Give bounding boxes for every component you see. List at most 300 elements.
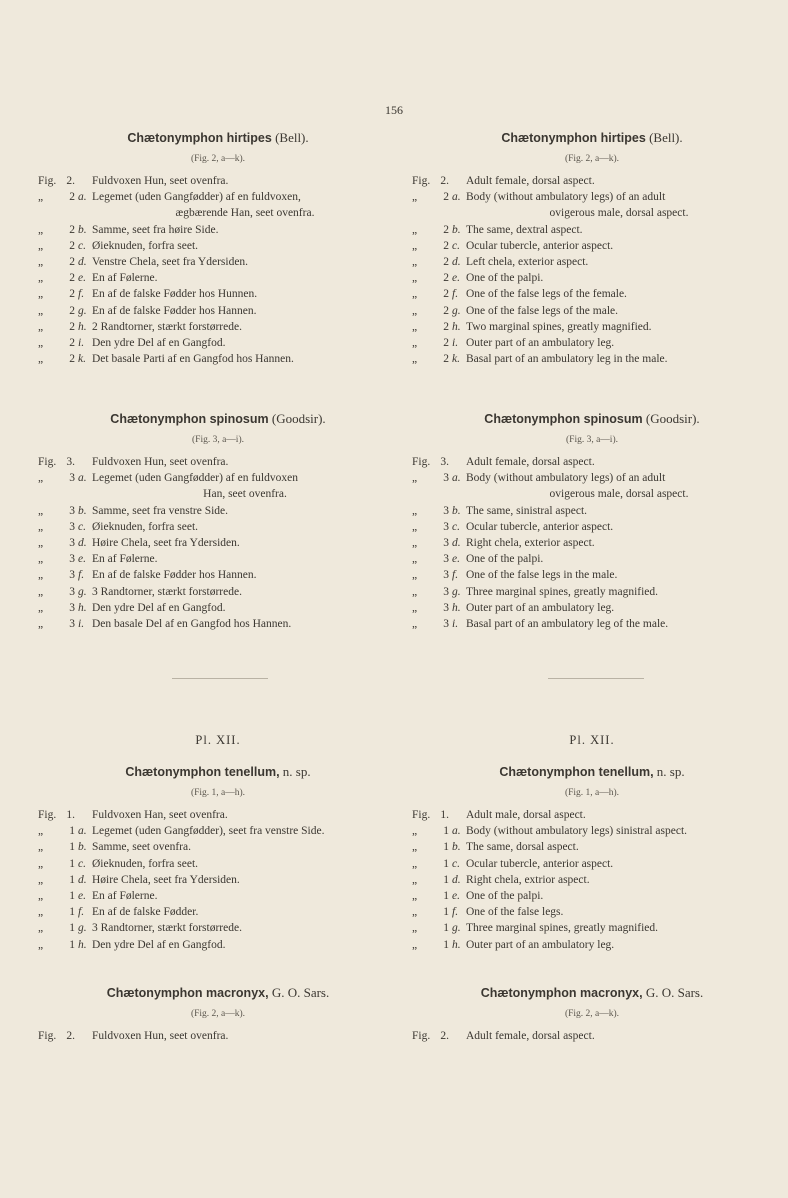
figure-number: 2.	[66, 175, 75, 187]
figure-number: 2.	[440, 175, 449, 187]
section-title	[38, 764, 398, 780]
figure-list	[412, 807, 772, 953]
figure-label: „	[38, 337, 44, 350]
figure-caption: The same, dextral aspect.	[466, 223, 583, 236]
figure-caption: Outer part of an ambulatory leg.	[466, 938, 615, 951]
figure-caption: En af Følerne.	[92, 272, 158, 285]
figure-number: 3.	[440, 456, 449, 468]
figure-label: „	[38, 922, 44, 935]
figure-caption: The same, sinistral aspect.	[466, 504, 588, 517]
figure-letter	[75, 807, 92, 823]
figure-entry	[38, 205, 398, 221]
figure-entry	[38, 486, 398, 502]
figure-label: „	[38, 618, 44, 631]
figure-caption: 3 Randtorner, stærkt forstørrede.	[92, 922, 242, 935]
title-genus: Chætonymphon	[106, 986, 203, 1000]
figure-caption: En af de falske Fødder hos Hannen.	[92, 569, 257, 582]
figure-entry	[412, 823, 772, 839]
figure-caption: Den ydre Del af en Gangfod.	[92, 337, 226, 350]
figure-caption: Outer part of an ambulatory leg.	[466, 601, 615, 614]
figure-letter: c.	[452, 857, 460, 870]
figure-label: Fig.	[38, 809, 57, 821]
figure-letter: d.	[452, 256, 461, 269]
title-genus: Chætonymphon	[110, 412, 207, 426]
figure-entry	[38, 454, 398, 470]
figure-caption: ovigerous male, dorsal aspect.	[549, 207, 689, 220]
figure-letter: f.	[452, 288, 459, 301]
figure-number: 3	[443, 553, 449, 566]
figure-list	[38, 454, 398, 632]
figure-letter: f.	[452, 569, 459, 582]
figure-number: 2	[69, 239, 75, 252]
figure-entry	[412, 551, 772, 567]
figure-letter: e.	[78, 272, 86, 285]
figure-entry	[412, 1028, 772, 1044]
figure-label: „	[412, 873, 418, 886]
figure-entry	[38, 335, 398, 351]
figure-range: (Fig. 2, a—k).	[564, 154, 620, 164]
figure-entry	[412, 286, 772, 302]
figure-label: „	[38, 520, 44, 533]
figure-label: „	[412, 191, 418, 204]
section-title	[412, 411, 772, 427]
figure-letter: e.	[452, 272, 460, 285]
figure-number: 3	[69, 537, 75, 550]
figure-entry	[38, 286, 398, 302]
figure-caption: Det basale Parti af en Gangfod hos Hannen.	[92, 353, 294, 366]
figure-letter: d.	[452, 873, 461, 886]
figure-letter: f.	[78, 906, 85, 919]
figure-number: 1	[443, 841, 449, 854]
figure-caption: Legemet (uden Gangfødder), seet fra venstre Side.	[92, 825, 325, 838]
figure-entry	[412, 503, 772, 519]
figure-list	[412, 1028, 772, 1044]
figure-number: 2	[69, 256, 75, 269]
figure-range: (Fig. 1, a—h).	[564, 788, 620, 798]
title-author: (Bell).	[271, 130, 309, 145]
figure-entry	[38, 470, 398, 486]
figure-number: 3	[443, 472, 449, 485]
figure-label: „	[412, 825, 418, 838]
figure-number: 2	[443, 272, 449, 285]
figure-number: 3	[69, 569, 75, 582]
figure-caption: Samme, seet fra venstre Side.	[92, 504, 229, 517]
figure-entry	[412, 351, 772, 367]
section-title	[38, 130, 398, 146]
figure-label: Fig.	[412, 175, 431, 187]
section-tenellum-en	[412, 733, 772, 953]
figure-caption: One of the false legs.	[466, 906, 564, 919]
figure-entry	[38, 807, 398, 823]
figure-number: 2	[443, 337, 449, 350]
figure-number: 3.	[66, 456, 75, 468]
title-species: spinosum	[206, 412, 269, 426]
figure-letter: k.	[452, 353, 460, 366]
title-species: tenellum,	[221, 765, 280, 779]
figure-number: 3	[69, 618, 75, 631]
figure-label: „	[38, 553, 44, 566]
figure-caption: En af Følerne.	[92, 890, 158, 903]
figure-label	[412, 486, 437, 502]
figure-caption: Fuldvoxen Hun, seet ovenfra.	[92, 1030, 229, 1042]
figure-label: Fig.	[38, 175, 57, 187]
figure-caption: Right chela, extrior aspect.	[466, 873, 590, 886]
figure-number: 3	[443, 585, 449, 598]
figure-label: „	[412, 337, 418, 350]
section-title	[412, 130, 772, 146]
figure-letter: h.	[78, 320, 87, 333]
figure-list	[38, 1028, 398, 1044]
figure-entry	[412, 519, 772, 535]
figure-label: „	[38, 537, 44, 550]
figure-label: „	[412, 472, 418, 485]
figure-letter: i.	[78, 618, 85, 631]
figure-entry	[412, 584, 772, 600]
figure-label: „	[38, 873, 44, 886]
figure-caption: Legemet (uden Gangfødder) af en fuldvoxen	[92, 472, 298, 485]
figure-letter: a.	[452, 191, 461, 204]
figure-number: 2	[69, 191, 75, 204]
figure-caption: En af de falske Fødder.	[92, 906, 199, 919]
figure-label: „	[412, 288, 418, 301]
title-species: macronyx,	[202, 986, 269, 1000]
figure-label: „	[38, 890, 44, 903]
figure-letter: i.	[452, 337, 459, 350]
figure-number: 1	[443, 825, 449, 838]
figure-number: 2	[69, 304, 75, 317]
figure-entry	[38, 920, 398, 936]
page-number: 156	[385, 103, 403, 117]
figure-number: 1	[443, 890, 449, 903]
figure-entry	[38, 351, 398, 367]
figure-label: Fig.	[38, 1030, 57, 1042]
figure-letter: a.	[78, 825, 87, 838]
figure-caption: Fuldvoxen Han, seet ovenfra.	[92, 809, 228, 821]
figure-caption: Body (without ambulatory legs) of an adult	[466, 472, 666, 485]
figure-number: 1	[443, 922, 449, 935]
figure-number: 2.	[66, 1030, 75, 1042]
title-author: (Goodsir).	[642, 411, 700, 426]
figure-caption: ægbærende Han, seet ovenfra.	[175, 207, 315, 220]
figure-caption: En af de falske Fødder hos Hannen.	[92, 304, 257, 317]
figure-label: „	[412, 585, 418, 598]
figure-range: (Fig. 1, a—h).	[190, 788, 246, 798]
title-author: (Goodsir).	[268, 411, 326, 426]
figure-range: (Fig. 2, a—k).	[564, 1009, 620, 1019]
figure-number: 3	[69, 504, 75, 517]
figure-entry	[412, 454, 772, 470]
figure-label: Fig.	[412, 809, 431, 821]
figure-number	[437, 205, 449, 221]
figure-caption: Basal part of an ambulatory leg in the male.	[466, 353, 668, 366]
figure-caption: 3 Randtorner, stærkt forstørrede.	[92, 585, 242, 598]
figure-caption: One of the palpi.	[466, 890, 544, 903]
figure-letter: e.	[78, 890, 86, 903]
section-spinosum-en	[412, 411, 772, 632]
figure-label: „	[38, 601, 44, 614]
figure-letter: a.	[78, 191, 87, 204]
figure-entry	[412, 535, 772, 551]
figure-letter	[75, 1028, 92, 1044]
figure-caption: En af Følerne.	[92, 553, 158, 566]
plate-heading: Pl. XII.	[195, 733, 241, 747]
section-title	[412, 764, 772, 780]
figure-label: „	[38, 191, 44, 204]
title-author: G. O. Sars.	[268, 985, 330, 1000]
figure-number: 2	[69, 272, 75, 285]
title-genus: Chætonymphon	[501, 131, 598, 145]
section-spinosum-da	[38, 411, 398, 632]
figure-number: 2	[443, 353, 449, 366]
figure-label: „	[38, 841, 44, 854]
title-author: n. sp.	[653, 764, 685, 779]
figure-letter: f.	[78, 288, 85, 301]
figure-letter: c.	[78, 857, 86, 870]
figure-entry	[38, 839, 398, 855]
figure-entry	[412, 600, 772, 616]
figure-letter: b.	[452, 223, 461, 236]
figure-label	[412, 205, 437, 221]
figure-caption: Body (without ambulatory legs) sinistral aspect.	[466, 825, 688, 838]
figure-entry	[38, 222, 398, 238]
figure-caption: Samme, seet ovenfra.	[92, 841, 191, 854]
figure-entry	[38, 519, 398, 535]
figure-entry	[38, 535, 398, 551]
figure-letter: f.	[78, 569, 85, 582]
figure-caption: Ocular tubercle, anterior aspect.	[466, 239, 614, 252]
figure-label: „	[412, 922, 418, 935]
figure-range: (Fig. 3, a—i).	[192, 435, 244, 445]
figure-list	[38, 173, 398, 367]
figure-number: 2	[443, 223, 449, 236]
figure-caption: Den ydre Del af en Gangfod.	[92, 601, 226, 614]
figure-letter: h.	[78, 601, 87, 614]
figure-caption: Adult female, dorsal aspect.	[466, 456, 595, 468]
figure-label: „	[412, 938, 418, 951]
figure-caption: Han, seet ovenfra.	[203, 488, 287, 501]
figure-letter: h.	[452, 601, 461, 614]
figure-caption: Høire Chela, seet fra Ydersiden.	[92, 537, 240, 550]
figure-number: 1	[69, 857, 75, 870]
figure-label: „	[38, 223, 44, 236]
figure-letter: c.	[78, 239, 86, 252]
figure-caption: Basal part of an ambulatory leg of the male.	[466, 618, 669, 631]
title-author: G. O. Sars.	[642, 985, 704, 1000]
figure-number: 1.	[440, 809, 449, 821]
figure-caption: Three marginal spines, greatly magnified.	[466, 585, 659, 598]
figure-caption: Adult female, dorsal aspect.	[466, 175, 595, 187]
plate-heading: Pl. XII.	[569, 733, 615, 747]
figure-caption: Høire Chela, seet fra Ydersiden.	[92, 873, 240, 886]
section-divider	[172, 678, 268, 679]
figure-letter	[449, 205, 466, 221]
figure-letter: f.	[452, 906, 459, 919]
figure-caption: Two marginal spines, greatly magnified.	[466, 320, 652, 333]
figure-list	[412, 173, 772, 367]
figure-label: „	[412, 601, 418, 614]
section-hirtipes-en	[412, 130, 772, 367]
figure-number: 2.	[440, 1030, 449, 1042]
figure-number: 1.	[66, 809, 75, 821]
figure-label: „	[412, 256, 418, 269]
figure-number: 3	[443, 569, 449, 582]
figure-entry	[38, 303, 398, 319]
title-species: macronyx,	[576, 986, 643, 1000]
figure-label: „	[412, 223, 418, 236]
figure-label: „	[412, 304, 418, 317]
section-divider	[548, 678, 644, 679]
figure-label: „	[38, 938, 44, 951]
figure-letter: i.	[452, 618, 459, 631]
title-author: (Bell).	[645, 130, 683, 145]
title-species: spinosum	[580, 412, 643, 426]
figure-letter	[449, 454, 466, 470]
figure-label: „	[38, 906, 44, 919]
figure-label: „	[412, 906, 418, 919]
figure-number: 3	[443, 618, 449, 631]
figure-label: „	[38, 320, 44, 333]
figure-label: „	[38, 585, 44, 598]
figure-label	[38, 205, 63, 221]
figure-letter: e.	[452, 553, 460, 566]
figure-caption: One of the false legs of the female.	[466, 288, 627, 301]
figure-letter: d.	[78, 537, 87, 550]
figure-entry	[412, 872, 772, 888]
figure-entry	[412, 173, 772, 189]
figure-caption: Den basale Del af en Gangfod hos Hannen.	[92, 618, 292, 631]
figure-label: „	[38, 272, 44, 285]
figure-caption: One of the false legs of the male.	[466, 304, 618, 317]
figure-entry	[412, 270, 772, 286]
figure-letter: d.	[452, 537, 461, 550]
figure-entry	[38, 254, 398, 270]
figure-letter: b.	[452, 841, 461, 854]
figure-caption: Øieknuden, forfra seet.	[92, 857, 199, 870]
figure-number: 3	[69, 520, 75, 533]
section-hirtipes-da	[38, 130, 398, 367]
figure-label: „	[412, 239, 418, 252]
figure-entry	[412, 303, 772, 319]
figure-letter	[75, 205, 92, 221]
figure-entry	[412, 920, 772, 936]
figure-number: 1	[69, 938, 75, 951]
figure-number: 1	[69, 922, 75, 935]
figure-number: 1	[443, 873, 449, 886]
figure-letter: b.	[78, 223, 87, 236]
figure-letter: e.	[78, 553, 86, 566]
figure-entry	[412, 616, 772, 632]
figure-label: „	[38, 304, 44, 317]
figure-letter: h.	[78, 938, 87, 951]
figure-caption: ovigerous male, dorsal aspect.	[549, 488, 689, 501]
figure-caption: Legemet (uden Gangfødder) af en fuldvoxen,	[92, 191, 301, 204]
figure-letter: h.	[452, 938, 461, 951]
figure-number: 3	[443, 601, 449, 614]
figure-caption: Ocular tubercle, anterior aspect.	[466, 857, 614, 870]
title-genus: Chætonymphon	[127, 131, 224, 145]
figure-label: „	[38, 353, 44, 366]
figure-letter: g.	[78, 304, 87, 317]
section-macronyx-da	[38, 985, 398, 1044]
figure-label: „	[38, 504, 44, 517]
figure-number: 3	[69, 553, 75, 566]
figure-entry	[38, 872, 398, 888]
figure-entry	[38, 551, 398, 567]
figure-number: 1	[443, 938, 449, 951]
figure-letter: a.	[78, 472, 87, 485]
figure-letter	[75, 173, 92, 189]
figure-entry	[412, 319, 772, 335]
figure-caption: Øieknuden, forfra seet.	[92, 239, 199, 252]
figure-number	[63, 205, 75, 221]
figure-letter: i.	[78, 337, 85, 350]
figure-entry	[38, 270, 398, 286]
title-species: hirtipes	[597, 131, 646, 145]
figure-entry	[38, 904, 398, 920]
figure-range: (Fig. 3, a—i).	[566, 435, 618, 445]
figure-label: „	[38, 857, 44, 870]
figure-label	[38, 486, 63, 502]
figure-caption: Three marginal spines, greatly magnified.	[466, 922, 659, 935]
figure-caption: En af de falske Fødder hos Hunnen.	[92, 288, 258, 301]
figure-entry	[38, 238, 398, 254]
figure-letter: d.	[78, 256, 87, 269]
figure-label: „	[412, 618, 418, 631]
figure-letter: g.	[452, 304, 461, 317]
figure-entry	[38, 616, 398, 632]
figure-label: „	[412, 569, 418, 582]
figure-entry	[412, 222, 772, 238]
figure-entry	[38, 319, 398, 335]
figure-letter: b.	[78, 841, 87, 854]
figure-number: 2	[443, 288, 449, 301]
figure-letter: b.	[452, 504, 461, 517]
figure-number: 1	[69, 890, 75, 903]
figure-label: „	[38, 472, 44, 485]
figure-letter	[449, 173, 466, 189]
figure-label: „	[412, 841, 418, 854]
figure-caption: Adult female, dorsal aspect.	[466, 1030, 595, 1042]
figure-entry	[412, 839, 772, 855]
figure-number: 2	[69, 353, 75, 366]
figure-caption: One of the false legs in the male.	[466, 569, 618, 582]
figure-caption: Samme, seet fra høire Side.	[92, 223, 219, 236]
figure-number: 2	[69, 320, 75, 333]
figure-number: 2	[443, 320, 449, 333]
figure-caption: Venstre Chela, seet fra Ydersiden.	[92, 256, 249, 269]
figure-label: „	[412, 272, 418, 285]
figure-number: 1	[443, 906, 449, 919]
figure-letter: c.	[452, 520, 460, 533]
title-genus: Chætonymphon	[484, 412, 581, 426]
figure-label: „	[412, 320, 418, 333]
figure-number	[437, 486, 449, 502]
figure-label: Fig.	[412, 1030, 431, 1042]
figure-caption: 2 Randtorner, stærkt forstørrede.	[92, 320, 242, 333]
figure-label: „	[412, 857, 418, 870]
section-title	[38, 985, 398, 1001]
title-author: n. sp.	[279, 764, 311, 779]
title-genus: Chætonymphon	[125, 765, 222, 779]
figure-range: (Fig. 2, a—k).	[190, 1009, 246, 1019]
figure-label: Fig.	[412, 456, 431, 468]
figure-number: 1	[69, 873, 75, 886]
figure-number: 3	[443, 520, 449, 533]
title-genus: Chætonymphon	[499, 765, 596, 779]
figure-number: 1	[69, 841, 75, 854]
figure-entry	[38, 888, 398, 904]
figure-number: 1	[69, 906, 75, 919]
